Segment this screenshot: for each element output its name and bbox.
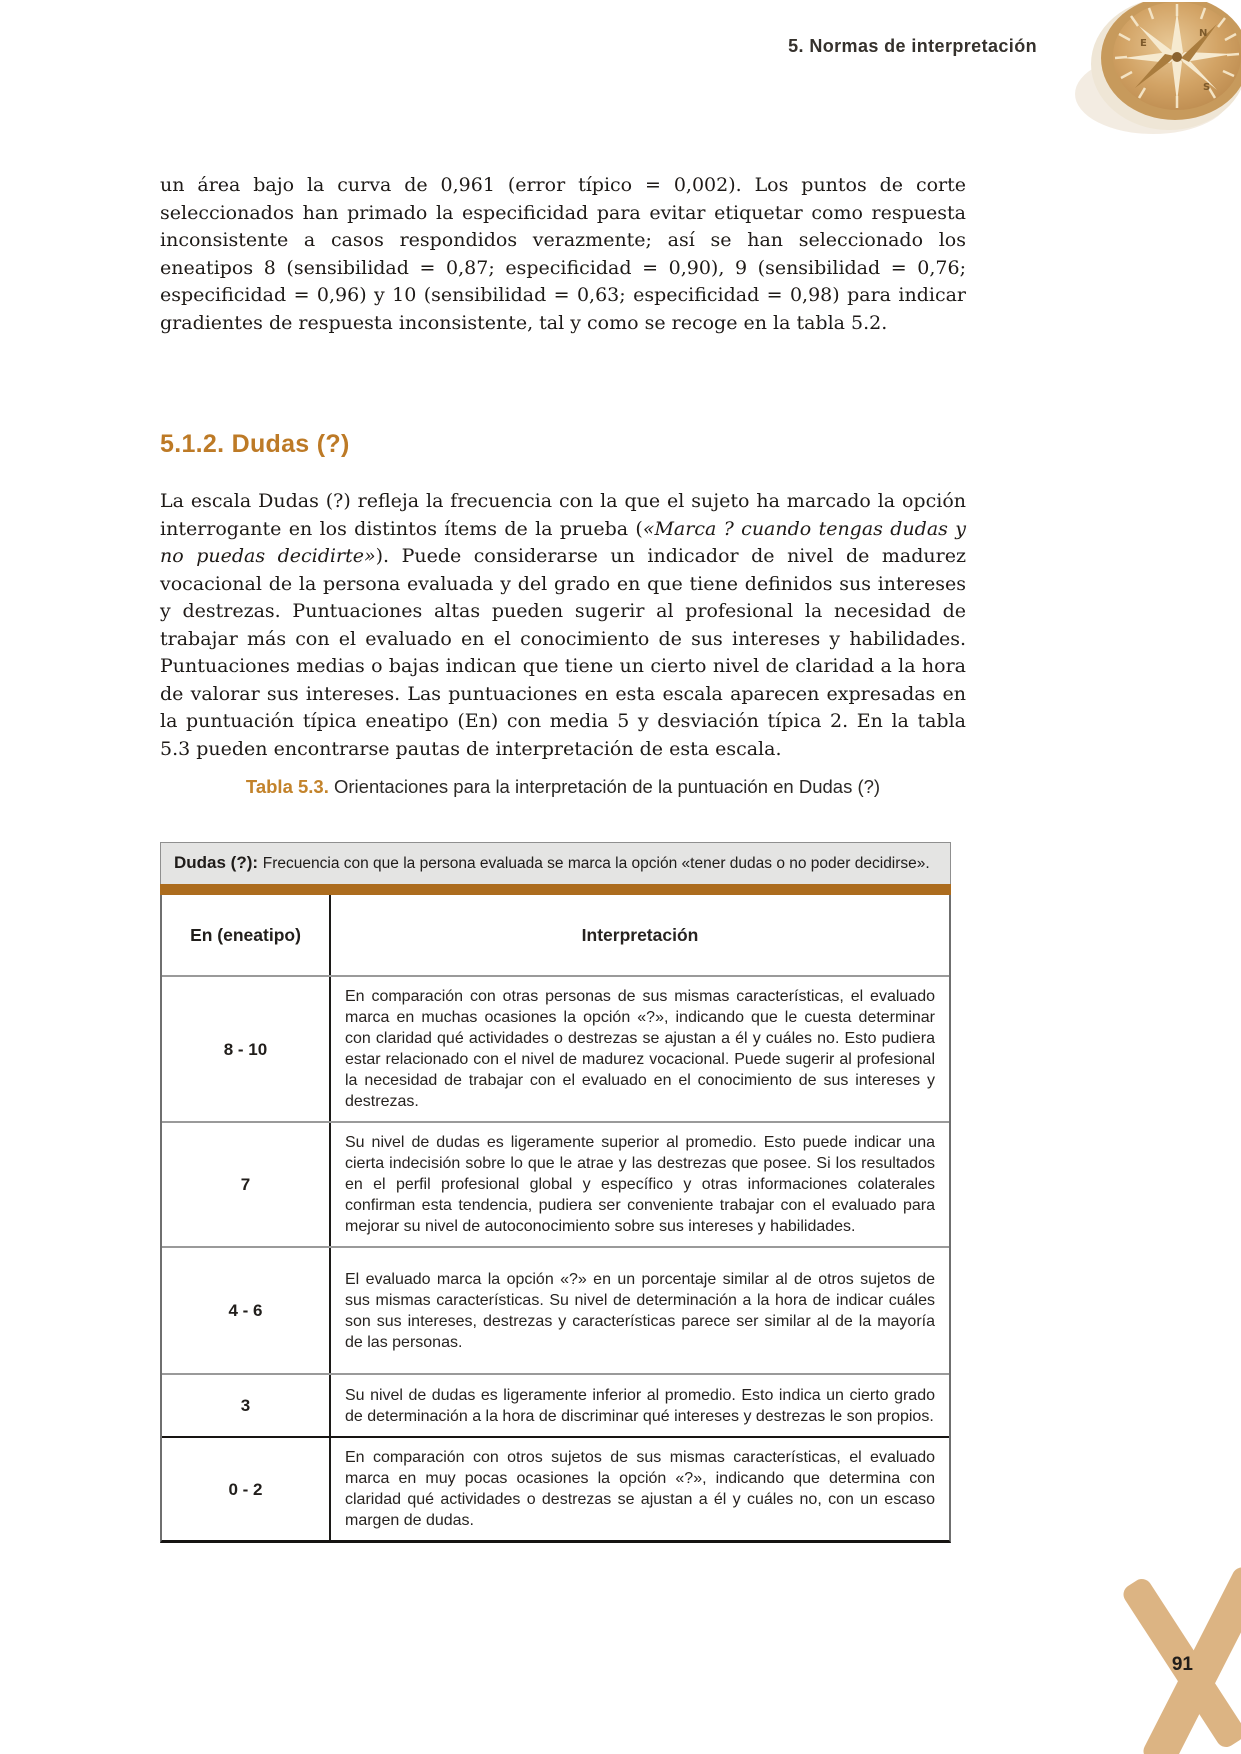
column-header-eneatipo: En (eneatipo) bbox=[162, 895, 331, 975]
table-title-rest: Frecuencia con que la persona evaluada se marca la opción «tener dudas o no poder decidirse». bbox=[262, 855, 930, 872]
svg-text:N: N bbox=[1199, 28, 1208, 39]
section-paragraph bbox=[160, 488, 966, 763]
page-number: 91 bbox=[1171, 1654, 1193, 1675]
table-row bbox=[162, 1373, 949, 1436]
row-eneatipo-value: 8 - 10 bbox=[162, 977, 331, 1121]
svg-text:S: S bbox=[1203, 82, 1211, 93]
table-header-row bbox=[162, 895, 949, 975]
section-paragraph-quote: «Marca ? cuando tengas dudas y no puedas decidirte» bbox=[160, 517, 966, 567]
table-row bbox=[162, 1121, 949, 1246]
section-paragraph-start: La escala Dudas (?) refleja la frecuencia con la que el sujeto ha marcado la opción interrogante en los distintos ítems de la prueba ( bbox=[160, 490, 966, 540]
row-interpretation-text: En comparación con otros sujetos de sus mismas características, el evaluado marca en muy pocas ocasiones la opción «?», indicando que determina con claridad qué actividades o destrezas se ajustan a él y cuáles no, con un escaso margen de dudas. bbox=[345, 1449, 935, 1529]
table-row bbox=[162, 975, 949, 1121]
row-eneatipo-value: 4 - 6 bbox=[162, 1248, 331, 1373]
row-interpretation-text: El evaluado marca la opción «?» en un porcentaje similar al de otros sujetos de sus mismas características. Su nivel de determinación a la hora de indicar cuáles son sus intereses, destrezas y características parece ser similar al de la mayoría de las personas. bbox=[345, 1270, 935, 1351]
table-caption-text: Orientaciones para la interpretación de la puntuación en Dudas (?) bbox=[328, 776, 881, 797]
table-title-box bbox=[160, 842, 951, 884]
row-interpretation-text: En comparación con otras personas de sus mismas características, el evaluado marca en muchas ocasiones la opción «?», indicando que le cuesta determinar con claridad qué actividades o destrezas se ajustan a él y cuáles no. Esto pudiera estar relacionado con el nivel de madurez vocacional. Puede sugerir al profesional la necesidad de trabajar con el evaluado en el conocimiento de sus intereses y destrezas. bbox=[345, 988, 935, 1110]
section-heading: 5.1.2. Dudas (?) bbox=[160, 430, 350, 458]
row-eneatipo-value: 3 bbox=[162, 1375, 331, 1436]
row-interpretation-text: Su nivel de dudas es ligeramente superior al promedio. Esto puede indicar una cierta indecisión sobre lo que le atrae y las destrezas que posee. Si los resultados en el perfil profesional global y específico y otras informaciones colaterales confirman esta tendencia, pudiera ser conveniente trabajar con el evaluado para mejorar su nivel de autoconocimiento sobre sus intereses y habilidades. bbox=[345, 1134, 935, 1235]
compass-icon bbox=[1003, 2, 1241, 142]
table-caption-label: Tabla 5.3. bbox=[245, 776, 329, 797]
table-grid bbox=[160, 895, 951, 1543]
column-header-interpretacion: Interpretación bbox=[581, 924, 699, 945]
section-paragraph-end: ). Puede considerarse un indicador de nivel de madurez vocacional de la persona evaluada y del grado en que tiene definidos sus intereses y destrezas. Puntuaciones altas pueden sugerir al profesional la necesidad de trabajar más con el evaluado en el conocimiento de sus intereses y habilidades. Puntuaciones medias o bajas indican que tiene un cierto nivel de claridad a la hora de valorar sus intereses. Las puntuaciones en esta escala aparecen expresadas en la puntuación típica eneatipo (En) con media 5 y desviación típica 2. En la tabla 5.3 pueden encontrarse pautas de interpretación de esta escala. bbox=[160, 545, 967, 760]
row-interpretation-text: Su nivel de dudas es ligeramente inferior al promedio. Esto indica un cierto grado de determinación a la hora de discriminar qué intereses y destrezas le son propios. bbox=[345, 1386, 935, 1425]
page-x-graphic bbox=[1099, 1568, 1241, 1754]
row-eneatipo-value: 7 bbox=[162, 1123, 331, 1246]
table-caption bbox=[160, 776, 966, 798]
running-head-title: 5. Normas de interpretación bbox=[788, 36, 1037, 56]
row-eneatipo-value: 0 - 2 bbox=[162, 1438, 331, 1540]
interpretation-table bbox=[160, 842, 951, 1543]
table-row bbox=[162, 1436, 949, 1540]
table-accent-bar bbox=[160, 884, 951, 895]
table-title-lead: Dudas (?): bbox=[174, 853, 263, 872]
svg-text:E: E bbox=[1140, 38, 1147, 49]
table-row bbox=[162, 1246, 949, 1373]
intro-paragraph: un área bajo la curva de 0,961 (error típico = 0,002). Los puntos de corte seleccionados han primado la especificidad para evitar etiquetar como respuesta inconsistente a casos respondidos verazmente; así se han seleccionado los eneatipos 8 (sensibilidad = 0,87; especificidad = 0,90), 9 (sensibilidad = 0,76; especificidad = 0,96) y 10 (sensibilidad = 0,63; especificidad = 0,98) para indicar gradientes de respuesta inconsistente, tal y como se recoge en la tabla 5.2. bbox=[160, 174, 966, 334]
